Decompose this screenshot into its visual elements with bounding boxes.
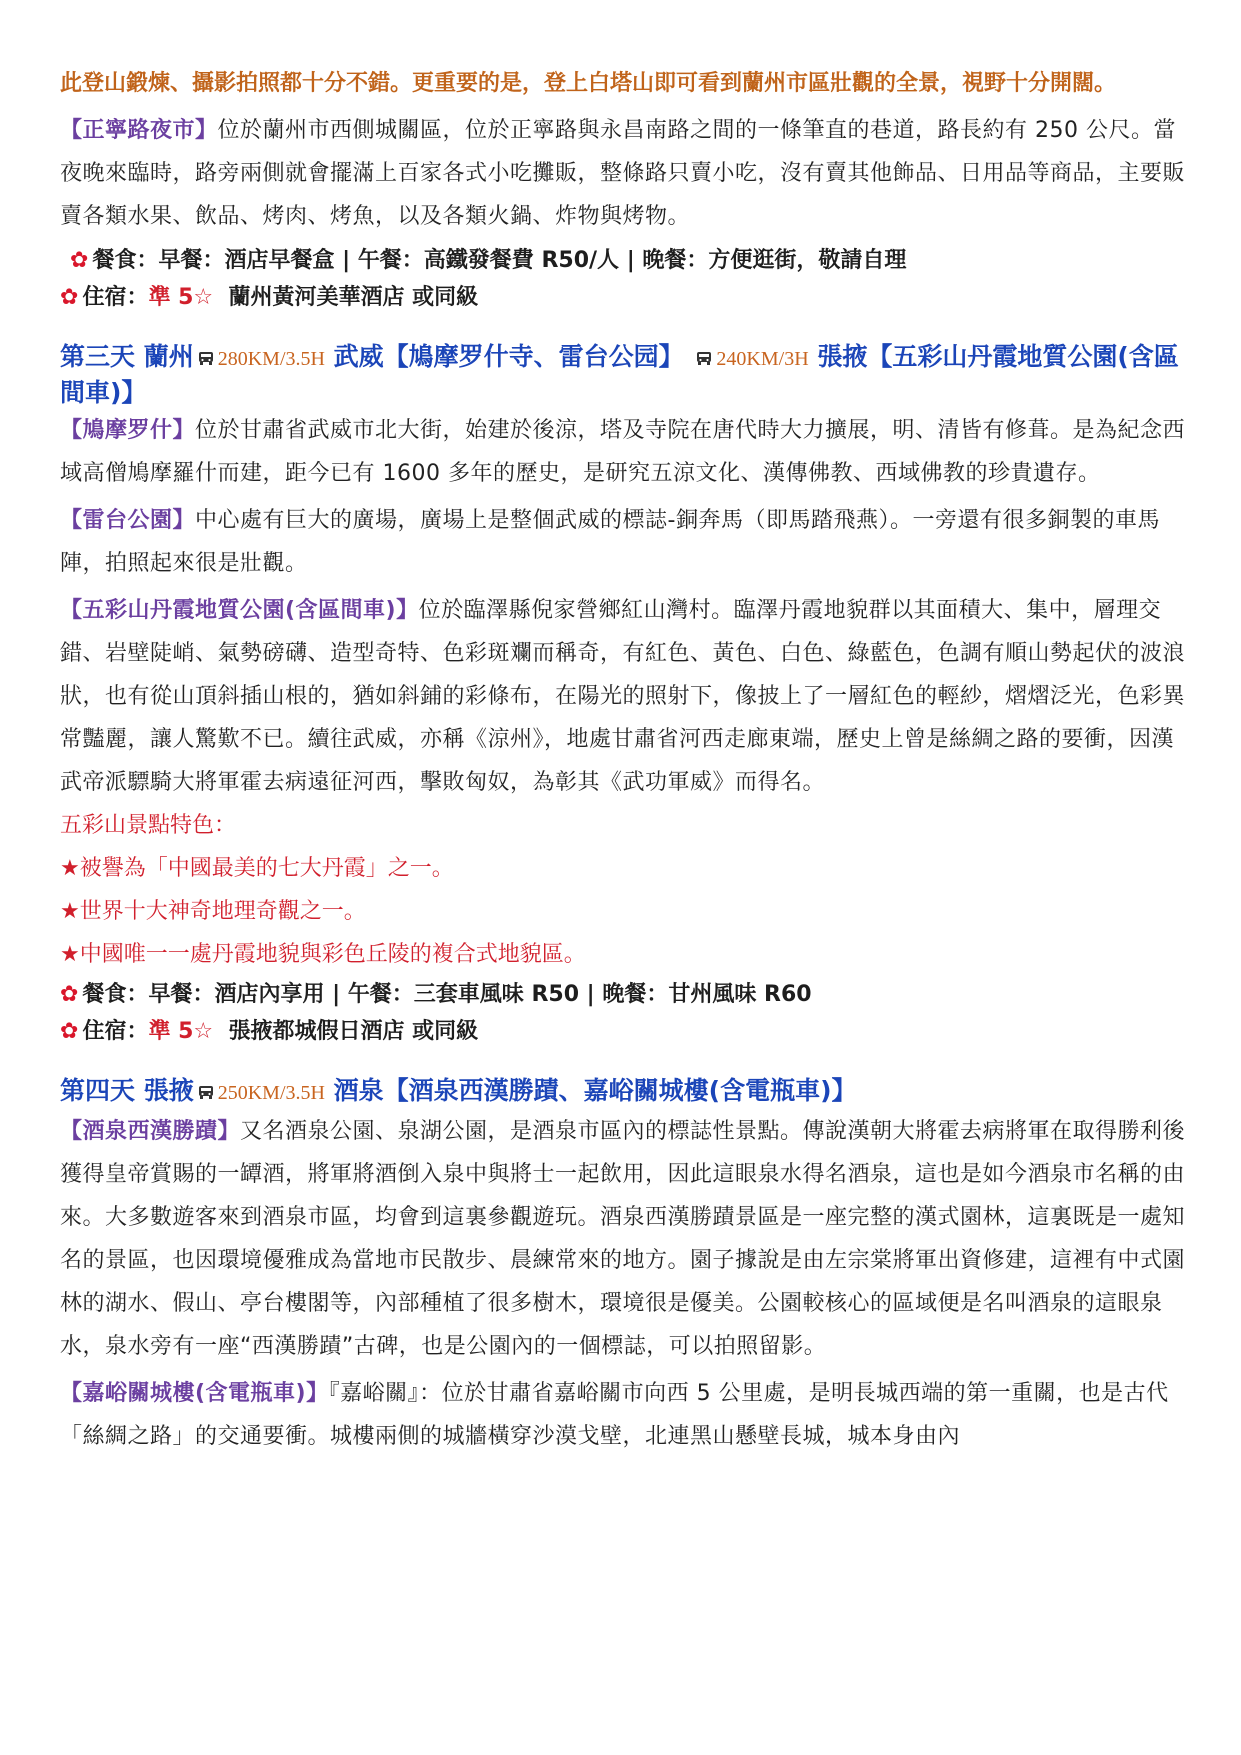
itinerary-page [60, 62, 1186, 1458]
day2-meals [60, 242, 1186, 279]
day3-title-end: 張掖【五彩山丹霞地質公園(含區間車)】 [60, 342, 1179, 407]
intro-continuation: 此登山鍛煉、攝影拍照都十分不錯。更重要的是，登上白塔山即可看到蘭州市區壯觀的全景，視野十分開闊。 [60, 71, 1117, 96]
day4-section [60, 1110, 1186, 1368]
day3-title [60, 340, 1186, 409]
night-market-text: 位於蘭州市西側城關區，位於正寧路與永昌南路之間的一條筆直的巷道，路長約有 250 公尺。當夜晚來臨時，路旁兩側就會擺滿上百家各式小吃攤販，整條路只賣小吃，沒有賣其他飾品、日用品等商品，主要販賣各類水果、飲品、烤肉、烤魚，以及各類火鍋、炸物與烤物。 [60, 118, 1186, 229]
day3-section [60, 589, 1186, 804]
day3-meals [60, 976, 1186, 1013]
day3-hotel-name: 張掖都城假日酒店 或同級 [228, 1019, 479, 1044]
section-tag: 【嘉峪關城樓(含電瓶車)】 [60, 1381, 329, 1406]
day3-hotel [60, 1013, 1186, 1050]
day2-hotel-label: 住宿： [82, 285, 149, 310]
day3-section [60, 409, 1186, 495]
flower-icon: ✿ [60, 1019, 79, 1044]
day3-title-start: 第三天 蘭州 [60, 342, 194, 371]
section-tag: 【鳩摩罗什】 [60, 418, 196, 443]
section-text: 中心處有巨大的廣場，廣場上是整個武威的標誌-銅奔馬（即馬踏飛燕）。一旁還有很多銅製的車馬陣，拍照起來很是壯觀。 [60, 508, 1160, 576]
section-text: 位於臨澤縣倪家營鄉紅山灣村。臨澤丹霞地貌群以其面積大、集中，層理交錯、岩壁陡峭、氣勢磅礴、造型奇特、色彩斑斕而稱奇，有紅色、黃色、白色、綠藍色，色調有順山勢起伏的波浪狀，也有從山頂斜插山根的，猶如斜鋪的彩條布，在陽光的照射下，像披上了一層紅色的輕紗，熠熠泛光，色彩異常豔麗，讓人驚歎不已。續往武威，亦稱《涼州》，地處甘肅省河西走廊東端，歷史上曾是絲綢之路的要衝，因漢武帝派驃騎大將軍霍去病遠征河西，擊敗匈奴，為彰其《武功軍威》而得名。 [60, 598, 1186, 795]
section-tag: 【酒泉西漢勝蹟】 [60, 1119, 241, 1144]
feature-item: ★被譽為「中國最美的七大丹霞」之一。 [60, 856, 454, 881]
night-market-paragraph [60, 109, 1186, 238]
day4-title [60, 1074, 1186, 1110]
section-text: 位於甘肅省武威市北大街，始建於後涼，塔及寺院在唐代時大力擴展，明、清皆有修葺。是為紀念西域高僧鳩摩羅什而建，距今已有 1600 多年的歷史，是研究五涼文化、漢傳佛教、西域佛教的珍貴遺存。 [60, 418, 1186, 486]
day2-hotel-name: 蘭州黃河美華酒店 或同級 [228, 285, 479, 310]
day3-hotel-label: 住宿： [82, 1019, 149, 1044]
day4-title-start: 第四天 張掖 [60, 1076, 194, 1105]
day3-meals-text: 餐食：早餐：酒店內享用 | 午餐：三套車風味 R50 | 晚餐：甘州風味 R60 [82, 982, 812, 1007]
day3-route-1: 280KM/3.5H [217, 348, 325, 370]
flower-icon: ✿ [60, 982, 79, 1007]
day3-hotel-rating: 準 5☆ [148, 1019, 214, 1044]
feature-item: ★中國唯一一處丹霞地貌與彩色丘陵的複合式地貌區。 [60, 942, 586, 967]
bus-icon [198, 1085, 214, 1100]
flower-icon: ✿ [60, 285, 79, 310]
bus-icon [198, 351, 214, 366]
feature-item: ★世界十大神奇地理奇觀之一。 [60, 899, 366, 924]
section-tag: 【雷台公園】 [60, 508, 196, 533]
day4-section [60, 1372, 1186, 1458]
section-text: 又名酒泉公園、泉湖公園，是酒泉市區內的標誌性景點。傳說漢朝大將霍去病將軍在取得勝利後獲得皇帝賞賜的一罈酒，將軍將酒倒入泉中與將士一起飲用，因此這眼泉水得名酒泉，這也是如今酒泉市名稱的由來。大多數遊客來到酒泉市區，均會到這裏參觀遊玩。酒泉西漢勝蹟景區是一座完整的漢式園林，這裏既是一處知名的景區，也因環境優雅成為當地市民散步、晨練常來的地方。園子據說是由左宗棠將軍出資修建，這裡有中式園林的湖水、假山、亭台樓閣等，內部種植了很多樹木，環境很是優美。公園較核心的區域便是名叫酒泉的這眼泉水，泉水旁有一座“西漢勝蹟”古碑，也是公園內的一個標誌，可以拍照留影。 [60, 1119, 1186, 1359]
day3-section [60, 499, 1186, 585]
section-text: 『嘉峪關』：位於甘肅省嘉峪關市向西 5 公里處，是明長城西端的第一重關，也是古代「絲綢之路」的交通要衝。城樓兩側的城牆橫穿沙漠戈壁，北連黑山懸壁長城，城本身由內 [60, 1381, 1169, 1449]
day2-meals-text: 餐食：早餐：酒店早餐盒 | 午餐：高鐵發餐費 R50/人 | 晚餐：方便逛街，敬請自理 [92, 248, 907, 273]
day3-route-2: 240KM/3H [716, 348, 809, 370]
day4-route-1: 250KM/3.5H [217, 1082, 325, 1104]
day4-title-end: 酒泉【酒泉西漢勝蹟、嘉峪關城樓(含電瓶車)】 [333, 1076, 857, 1105]
day2-hotel [60, 279, 1186, 316]
day3-title-middle: 武威【鳩摩罗什寺、雷台公园】 [333, 342, 684, 371]
day2-hotel-rating: 準 5☆ [148, 285, 214, 310]
bus-icon [696, 351, 712, 366]
night-market-tag: 【正寧路夜市】 [60, 118, 218, 143]
section-tag: 【五彩山丹霞地質公園(含區間車)】 [60, 598, 419, 623]
features-title: 五彩山景點特色： [60, 813, 237, 838]
flower-icon: ✿ [70, 248, 89, 273]
